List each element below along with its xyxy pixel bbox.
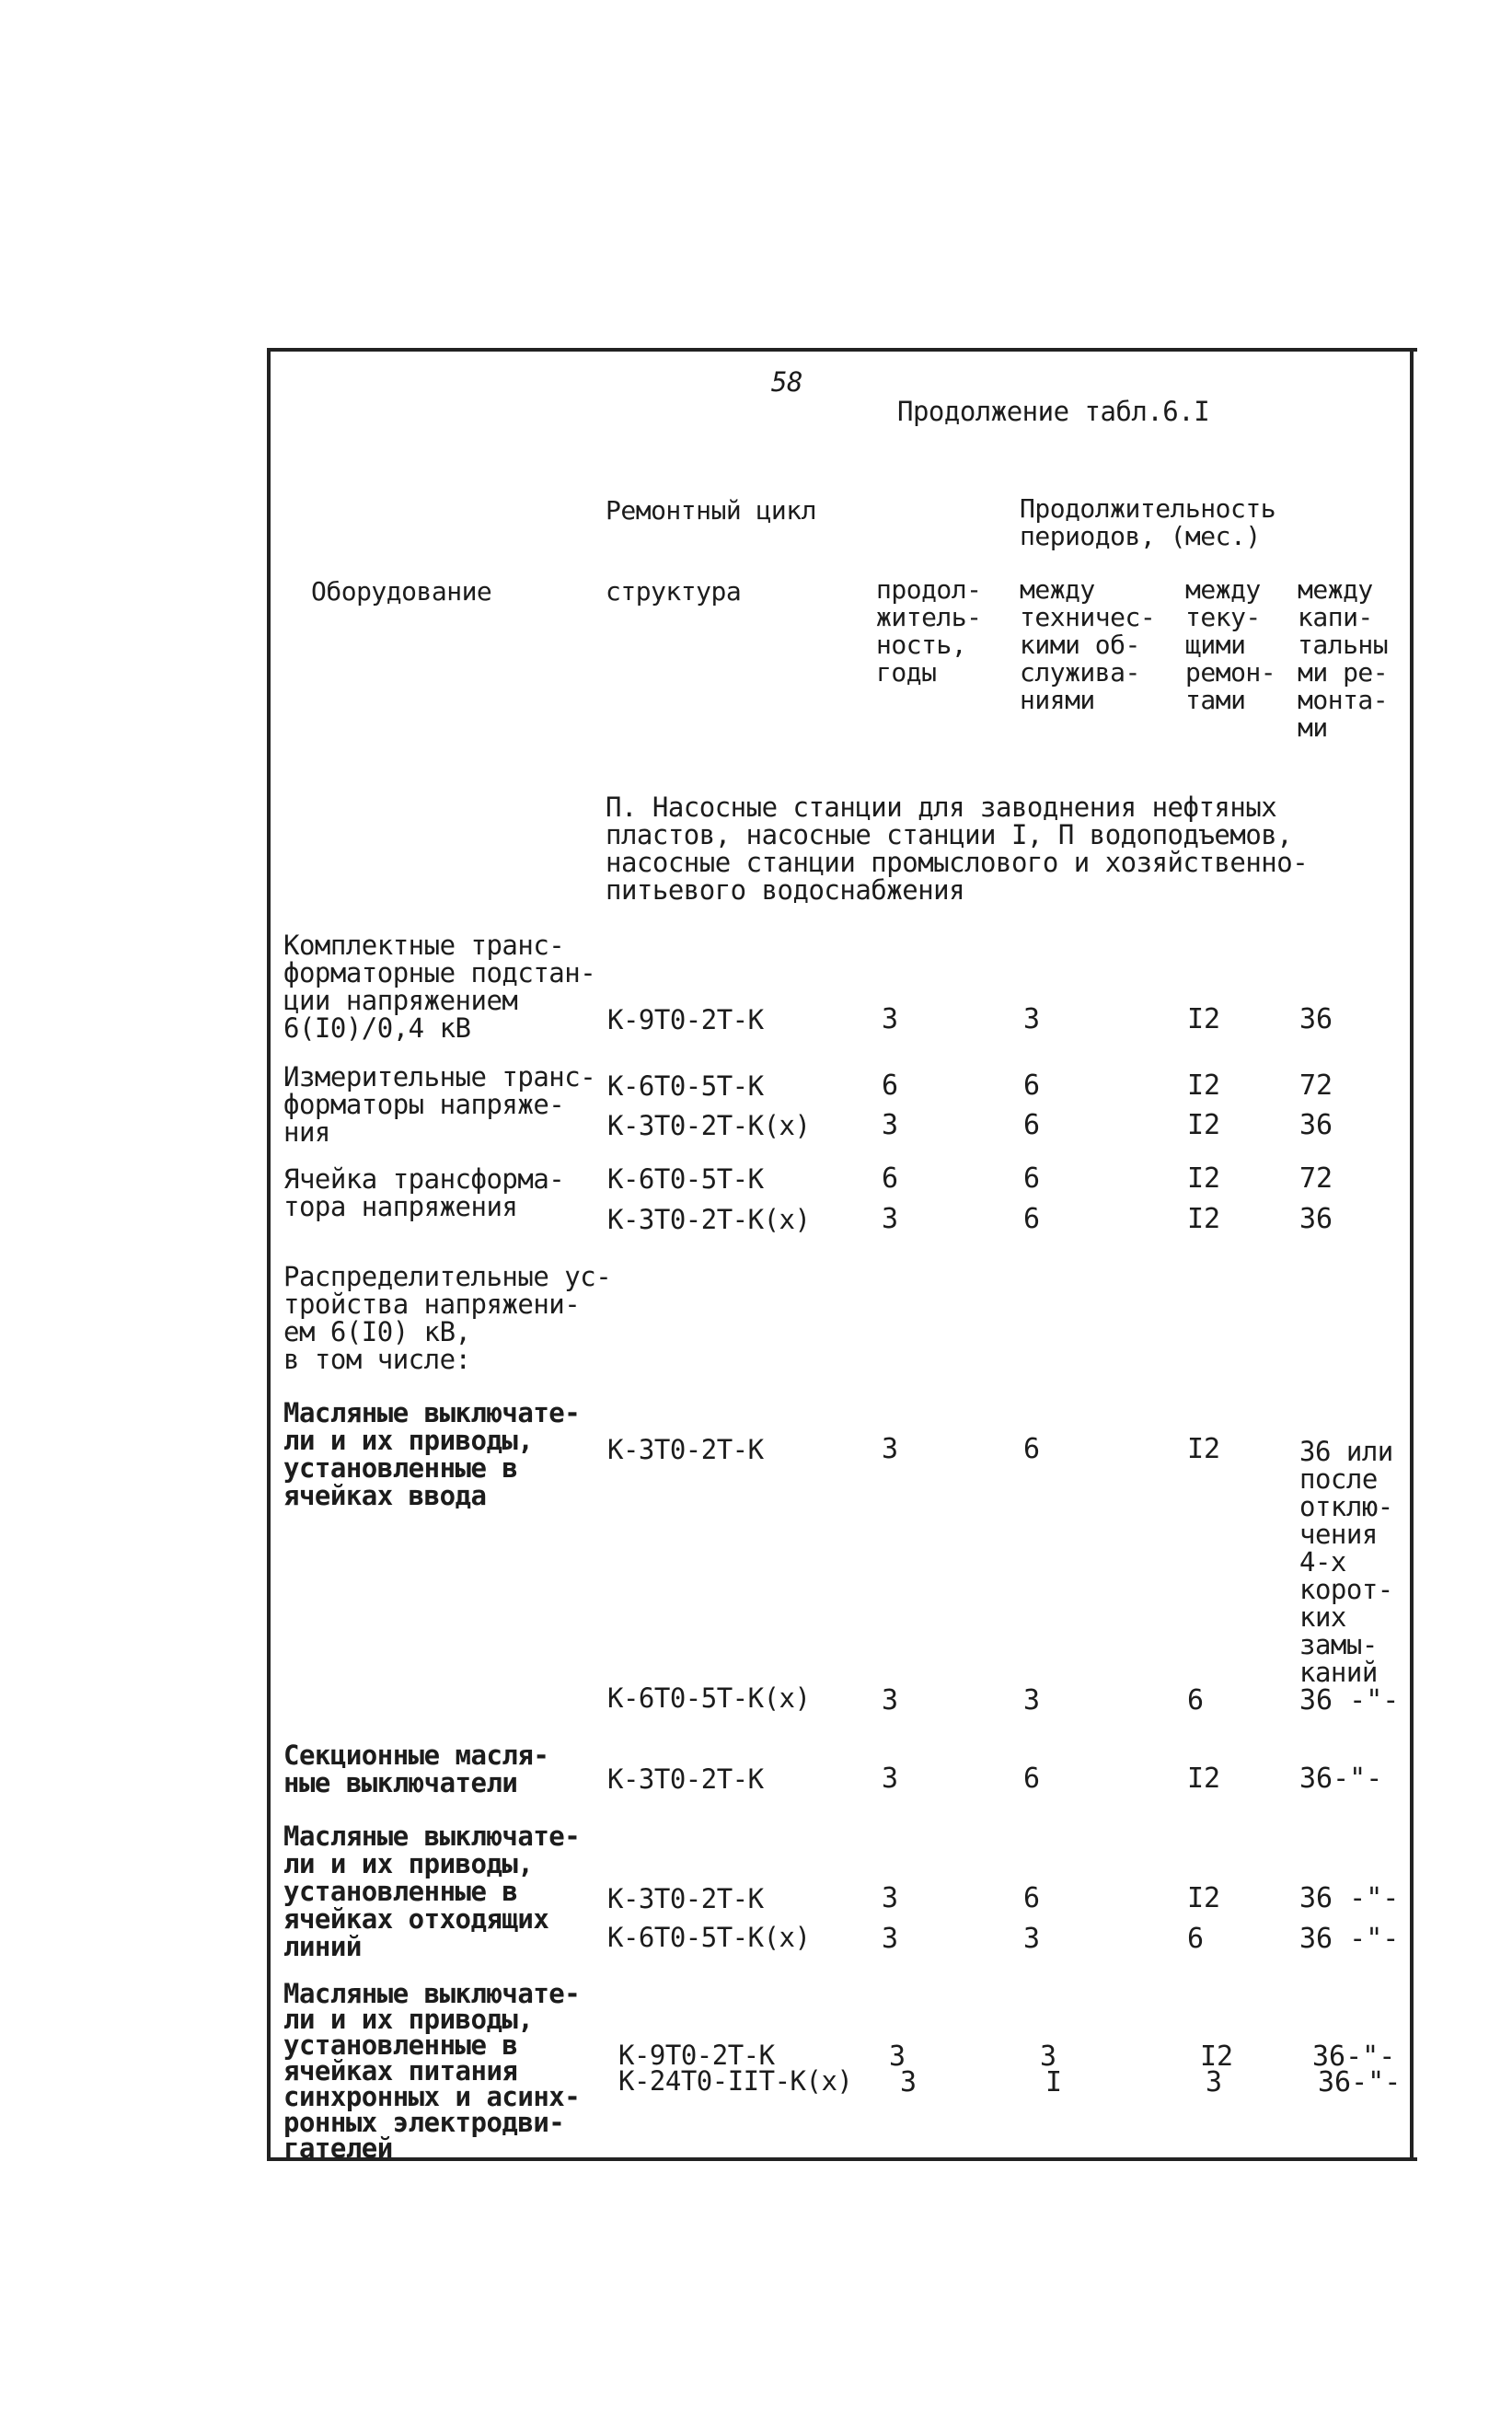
row-years: 3 <box>882 1882 899 1914</box>
row-structure: К-6Т0-5Т-К(х) <box>607 1922 811 1953</box>
row-structure: К-6Т0-5Т-К(х) <box>607 1682 811 1714</box>
row-structure: К-3Т0-2Т-К <box>607 1883 764 1914</box>
row-structure: К-3Т0-2Т-К <box>607 1763 764 1795</box>
row-current: I2 <box>1187 1162 1221 1195</box>
section-title: П. Насосные станции для заводнения нефтяных пластов, насосные станции I, П водоподъемов, насосные станции промыслового и хозяйственно- питьевого водоснабжения <box>606 792 1309 906</box>
row-maintenance: 6 <box>1023 1433 1041 1465</box>
row-current: I2 <box>1200 2040 1234 2073</box>
page-number: 58 <box>771 366 802 398</box>
row-current: I2 <box>1187 1003 1221 1035</box>
row-years: 6 <box>882 1162 899 1195</box>
row-current: 6 <box>1187 1923 1205 1955</box>
row-maintenance: 3 <box>1023 1684 1041 1717</box>
row-current: 3 <box>1206 2066 1223 2098</box>
row-current: I2 <box>1187 1882 1221 1914</box>
row-structure: К-3Т0-2Т-К <box>607 1434 764 1465</box>
row-maintenance: 6 <box>1023 1162 1041 1195</box>
row-years: 3 <box>882 1433 899 1465</box>
row-maintenance: 3 <box>1023 1923 1041 1955</box>
table-frame-right <box>1410 348 1414 2161</box>
row-equipment: Масляные выключате- ли и их приводы, установленные в ячейках ввода <box>283 1397 581 1511</box>
row-maintenance: 6 <box>1023 1763 1041 1795</box>
row-current: I2 <box>1187 1763 1221 1795</box>
row-years: 3 <box>882 1923 899 1955</box>
row-capital: 72 <box>1299 1162 1333 1195</box>
row-years: 6 <box>882 1069 899 1102</box>
row-capital: 36-"- <box>1318 2066 1402 2098</box>
header-between-maintenance: между техничес- кими об- служива- ниями <box>1020 574 1156 715</box>
row-years: 3 <box>882 1109 899 1141</box>
row-capital: 36 <box>1299 1109 1333 1141</box>
row-equipment: Комплектные транс- форматорные подстан- ции напряжением 6(I0)/0,4 кВ <box>283 930 596 1044</box>
row-structure: К-3Т0-2Т-К(х) <box>607 1110 811 1141</box>
header-equipment: Оборудование <box>311 576 492 607</box>
continuation-title: Продолжение табл.6.I <box>897 396 1210 427</box>
row-equipment: Измерительные транс- форматоры напряже- ния <box>283 1061 596 1148</box>
row-equipment: Распределительные ус- тройства напряжени- ем 6(I0) кВ, в том числе: <box>283 1261 612 1375</box>
row-equipment: Секционные масля- ные выключатели <box>283 1740 549 1798</box>
header-structure: структура <box>606 576 742 607</box>
row-maintenance: 6 <box>1023 1203 1041 1235</box>
header-duration-periods: Продолжительность периодов, (мес.) <box>1020 493 1276 551</box>
row-structure: К-9Т0-2Т-К <box>607 1004 764 1035</box>
row-years: 3 <box>900 2066 918 2098</box>
row-years: 3 <box>882 1763 899 1795</box>
header-between-current: между теку- щими ремон- тами <box>1185 574 1276 715</box>
row-equipment: Масляные выключате- ли и их приводы, установленные в ячейках питания синхронных и асинх- ронных электродви- гателей <box>283 1978 581 2164</box>
header-between-capital: между капи- тальны ми ре- монта- ми <box>1298 574 1389 743</box>
row-years: 3 <box>889 2040 906 2073</box>
row-current: I2 <box>1187 1203 1221 1235</box>
row-capital: 36-"- <box>1299 1763 1383 1795</box>
row-maintenance: 6 <box>1023 1882 1041 1914</box>
row-capital: 36 или после отклю- чения 4-х корот- ких замы- каний <box>1299 1436 1393 1688</box>
row-capital: 36 -"- <box>1299 1882 1400 1914</box>
row-capital: 36 <box>1299 1203 1333 1235</box>
row-structure: К-9Т0-2Т-К <box>618 2040 775 2071</box>
row-capital: 36 <box>1299 1003 1333 1035</box>
row-current: I2 <box>1187 1069 1221 1102</box>
row-maintenance: 3 <box>1040 2040 1057 2073</box>
row-maintenance: I <box>1045 2066 1063 2098</box>
row-maintenance: 3 <box>1023 1003 1041 1035</box>
row-current: I2 <box>1187 1109 1221 1141</box>
header-duration-years: продол- житель- ность, годы <box>876 574 982 688</box>
row-equipment: Масляные выключате- ли и их приводы, установленные в ячейках отходящих линий <box>283 1821 581 1962</box>
table-frame-top <box>267 348 1417 352</box>
row-maintenance: 6 <box>1023 1069 1041 1102</box>
row-equipment: Ячейка трансформа- тора напряжения <box>283 1163 565 1222</box>
row-years: 3 <box>882 1203 899 1235</box>
row-current: I2 <box>1187 1433 1221 1465</box>
row-capital: 72 <box>1299 1069 1333 1102</box>
row-structure: К-6Т0-5Т-К <box>607 1070 764 1102</box>
row-structure: К-24Т0-IIТ-К(х) <box>618 2065 853 2097</box>
row-structure: К-6Т0-5Т-К <box>607 1163 764 1195</box>
row-capital: 36 -"- <box>1299 1923 1400 1955</box>
header-repair-cycle: Ремонтный цикл <box>606 495 817 526</box>
row-years: 3 <box>882 1003 899 1035</box>
row-capital: 36 -"- <box>1299 1684 1400 1717</box>
row-maintenance: 6 <box>1023 1109 1041 1141</box>
row-structure: К-3Т0-2Т-К(х) <box>607 1204 811 1235</box>
row-current: 6 <box>1187 1684 1205 1717</box>
table-frame-left <box>267 348 271 2161</box>
row-years: 3 <box>882 1684 899 1717</box>
row-capital: 36-"- <box>1312 2040 1396 2073</box>
